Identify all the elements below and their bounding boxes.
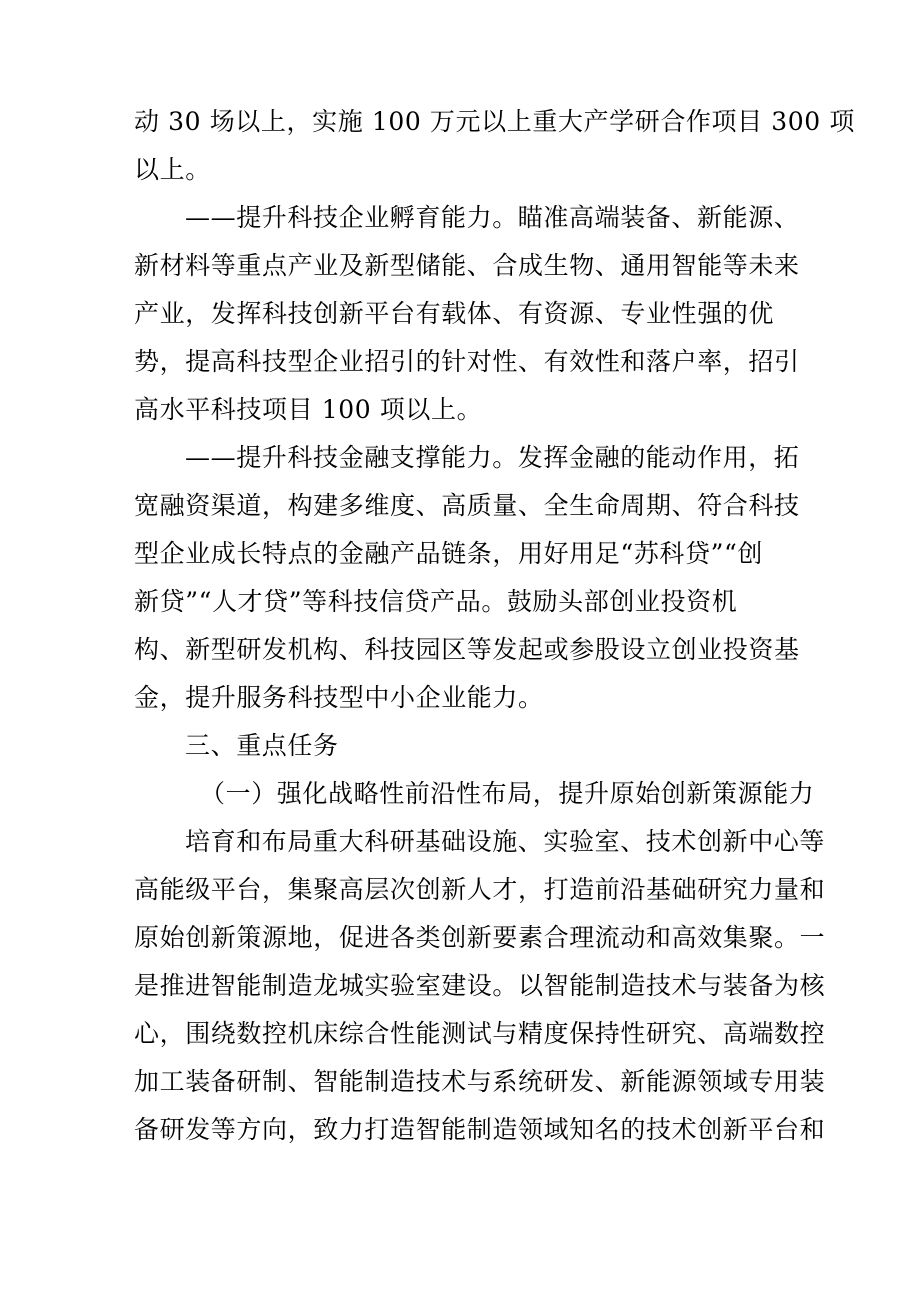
text-line: ——提升科技金融支撑能力。发挥金融的能动作用，拓 [185, 443, 800, 472]
text-line: 新材料等重点产业及新型储能、合成生物、通用智能等未来 [134, 251, 800, 280]
text-line: 培育和布局重大科研基础设施、实验室、技术创新中心等 [185, 827, 826, 856]
text-line: ——提升科技企业孵育能力。瞄准高端装备、新能源、 [185, 203, 800, 232]
text-line: 势，提高科技型企业招引的针对性、有效性和落户率，招引 [134, 347, 800, 376]
text-line: 产业，发挥科技创新平台有载体、有资源、专业性强的优 [134, 299, 775, 328]
text-line: 动 30 场以上，实施 100 万元以上重大产学研合作项目 300 项 [134, 107, 855, 136]
text-line: 原始创新策源地，促进各类创新要素合理流动和高效集聚。一 [134, 923, 826, 952]
text-line: 新贷”“人才贷”等科技信贷产品。鼓励头部创业投资机 [134, 587, 738, 616]
text-line: 备研发等方向，致力打造智能制造领域知名的技术创新平台和 [134, 1115, 826, 1144]
text-line: 高水平科技项目 100 项以上。 [134, 395, 483, 424]
subsection-heading: （一）强化战略性前沿性布局，提升原始创新策源能力 [200, 779, 815, 808]
text-line: 是推进智能制造龙城实验室建设。以智能制造技术与装备为核 [134, 971, 826, 1000]
text-line: 高能级平台，集聚高层次创新人才，打造前沿基础研究力量和 [134, 875, 826, 904]
text-line: 心，围绕数控机床综合性能测试与精度保持性研究、高端数控 [134, 1019, 826, 1048]
text-line: 型企业成长特点的金融产品链条，用好用足“苏科贷”“创 [134, 539, 763, 568]
text-line: 以上。 [134, 155, 211, 184]
text-line: 宽融资渠道，构建多维度、高质量、全生命周期、符合科技 [134, 491, 800, 520]
text-line: 金，提升服务科技型中小企业能力。 [134, 683, 544, 712]
text-line: 构、新型研发机构、科技园区等发起或参股设立创业投资基 [134, 635, 800, 664]
text-line: 加工装备研制、智能制造技术与系统研发、新能源领域专用装 [134, 1067, 826, 1096]
section-heading: 三、重点任务 [185, 731, 339, 760]
